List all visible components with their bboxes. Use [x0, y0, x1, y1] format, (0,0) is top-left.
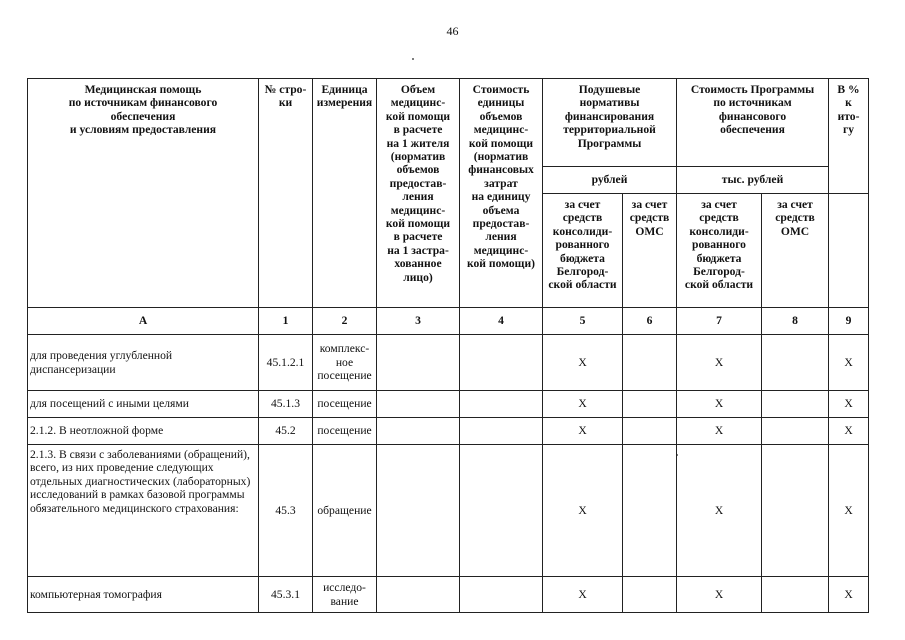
cell-col-3	[377, 445, 460, 577]
col-number: 9	[829, 308, 869, 335]
table-row	[28, 391, 869, 418]
cell-col-9: Х	[829, 418, 869, 445]
header-text-line: средств	[629, 211, 670, 225]
unit-thousand-rubles: тыс. рублей	[677, 167, 829, 194]
header-text-line: обеспечения	[110, 109, 176, 123]
header-text-line: кой помощи	[385, 109, 451, 123]
cell-col-5: Х	[543, 391, 623, 418]
header-text-line: ления	[402, 190, 434, 204]
cell-col-8	[762, 445, 829, 577]
header-text-line: финансовых	[468, 163, 534, 177]
header-text-line: В %	[837, 83, 860, 96]
data-table	[27, 78, 869, 613]
row-label: для посещений с иными целями	[28, 391, 259, 418]
header-text-line: медицинс-	[390, 203, 446, 217]
page-number: 46	[446, 24, 459, 38]
cell-col-6	[623, 577, 677, 613]
table-row	[28, 577, 869, 613]
cell-col-6	[623, 418, 677, 445]
header-text-line: (норматив	[473, 150, 529, 164]
header-text-line: Единица	[321, 83, 368, 96]
header-text-line: Объем	[400, 83, 436, 96]
header-text-line: и условиям предоставления	[69, 123, 217, 137]
cell-col-3	[377, 335, 460, 391]
header-text-line: за счет	[777, 198, 813, 211]
col-number: 2	[313, 308, 377, 335]
cell-col-8	[762, 577, 829, 613]
cell-col-8	[762, 335, 829, 391]
header-text-line: ской области	[684, 278, 754, 292]
header-text-line: средств	[699, 211, 739, 225]
unit-rubles: рублей	[543, 167, 677, 194]
header-text-line: финансирования	[564, 109, 655, 123]
header-text-line: обеспечения	[720, 123, 785, 137]
header-col-9-blank	[829, 194, 869, 308]
cell-col-9: Х	[829, 445, 869, 577]
row-unit: обращение	[313, 445, 377, 577]
header-text-line: рованного	[555, 238, 610, 252]
header-text-line: консолиди-	[689, 224, 749, 238]
cell-col-6	[623, 335, 677, 391]
header-col-2	[313, 79, 377, 308]
header-col-7	[677, 194, 762, 308]
row-label: для проведения углубленной диспансеризации	[28, 335, 259, 391]
col-number: 5	[543, 308, 623, 335]
cell-col-3	[377, 391, 460, 418]
row-line-number: 45.2	[259, 418, 313, 445]
cell-col-8	[762, 391, 829, 418]
cell-col-7: Х	[677, 418, 762, 445]
header-col-3	[377, 79, 460, 308]
table-row	[28, 445, 869, 577]
header-text-line: медицинс-	[390, 96, 446, 110]
cell-col-7: Х	[677, 577, 762, 613]
col-number: 4	[460, 308, 543, 335]
header-text-line: территориальной	[563, 123, 656, 137]
header-col-7-8	[677, 79, 829, 167]
col-number: А	[28, 308, 259, 335]
header-text-line: ОМС	[635, 224, 664, 238]
header-text-line: Белгород-	[693, 265, 745, 279]
header-text-line: за счет	[701, 198, 737, 211]
header-text-line: Медицинская помощь	[84, 83, 202, 96]
header-text-line: Программы	[577, 136, 642, 150]
row-unit: исследо-вание	[313, 577, 377, 613]
col-number: 3	[377, 308, 460, 335]
cell-col-8	[762, 418, 829, 445]
header-text-line: ской области	[548, 278, 617, 292]
header-text-line: средств	[562, 211, 603, 225]
header-text-line: Подушевые	[578, 83, 641, 96]
scan-speck	[412, 58, 414, 60]
col-number: 6	[623, 308, 677, 335]
header-text-line: кой помощи	[468, 136, 534, 150]
cell-col-4	[460, 335, 543, 391]
row-unit: комплекс-ное посещение	[313, 335, 377, 391]
header-text-line: ки	[278, 96, 293, 110]
row-label: 2.1.2. В неотложной форме	[28, 418, 259, 445]
header-text-line: нормативы	[579, 96, 640, 110]
header-text-line: ито-	[837, 109, 860, 123]
header-text-line: в расчете	[393, 123, 443, 137]
header-text-line: объема	[482, 203, 520, 217]
header-text-line: на 1 жителя	[386, 136, 450, 150]
row-line-number: 45.3.1	[259, 577, 313, 613]
cell-col-4	[460, 391, 543, 418]
cell-col-4	[460, 577, 543, 613]
header-text-line: за счет	[631, 198, 668, 211]
header-col-5	[543, 194, 623, 308]
col-number: 8	[762, 308, 829, 335]
cell-col-7: Х	[677, 445, 762, 577]
cell-col-7: Х	[677, 335, 762, 391]
header-text-line: хованное	[394, 257, 442, 271]
header-text-line: единицы	[477, 96, 525, 110]
header-col-4	[460, 79, 543, 308]
row-unit: посещение	[313, 391, 377, 418]
header-text-line: по источникам финансового	[68, 96, 218, 110]
header-text-line: ОМС	[780, 224, 810, 238]
row-line-number: 45.1.2.1	[259, 335, 313, 391]
col-number: 7	[677, 308, 762, 335]
header-text-line: гу	[842, 123, 855, 137]
table-row	[28, 335, 869, 391]
header-text-line: № стро-	[264, 83, 307, 96]
header-text-line: объемов	[479, 109, 523, 123]
row-line-number: 45.1.3	[259, 391, 313, 418]
header-text-line: на единицу	[471, 190, 531, 204]
header-col-1	[259, 79, 313, 308]
row-line-number: 45.3	[259, 445, 313, 577]
cell-col-4	[460, 445, 543, 577]
header-text-line: объемов	[396, 163, 440, 177]
header-text-line: бюджета	[696, 251, 742, 265]
header-text-line: (норматив	[390, 150, 446, 164]
cell-col-5: Х	[543, 577, 623, 613]
cell-col-4	[460, 418, 543, 445]
header-text-line: лицо)	[403, 270, 433, 284]
header-text-line: финансового	[718, 109, 787, 123]
col-number: 1	[259, 308, 313, 335]
header-col-8	[762, 194, 829, 308]
header-text-line: предостав-	[389, 176, 447, 190]
cell-col-7: Х	[677, 391, 762, 418]
header-col-5-6	[543, 79, 677, 167]
cell-col-5: Х	[543, 445, 623, 577]
header-text-line: медицинс-	[473, 243, 529, 257]
cell-col-9: Х	[829, 391, 869, 418]
header-text-line: к	[845, 96, 852, 110]
header-text-line: бюджета	[560, 251, 605, 265]
cell-col-3	[377, 577, 460, 613]
header-text-line: Стоимость	[472, 83, 530, 96]
header-col-6	[623, 194, 677, 308]
header-text-line: за счет	[564, 198, 601, 211]
header-text-line: кой помощи	[385, 217, 451, 231]
table-row	[28, 418, 869, 445]
header-text-line: на 1 застра-	[387, 243, 449, 257]
header-text-line: Белгород-	[556, 265, 609, 279]
header-col-9	[829, 79, 869, 194]
cell-col-9: Х	[829, 577, 869, 613]
header-col-a	[28, 79, 259, 308]
header-text-line: ления	[485, 230, 517, 244]
header-text-line: кой помощи)	[466, 257, 536, 271]
header-text-line: измерения	[316, 96, 373, 110]
cell-col-6	[623, 445, 677, 577]
header-text-line: медицинс-	[473, 123, 529, 137]
header-text-line: рованного	[692, 238, 746, 252]
header-text-line: затрат	[484, 176, 518, 190]
row-unit: посещение	[313, 418, 377, 445]
cell-col-5: Х	[543, 418, 623, 445]
header-text-line: средств	[775, 211, 815, 225]
row-label: 2.1.3. В связи с заболеваниями (обращений), всего, из них проведение следующих отдельных диагностических (лабораторных) исследований в рамках базовой программы обязательного медицинского страхования:	[28, 445, 259, 577]
cell-col-5: Х	[543, 335, 623, 391]
header-text-line: предостав-	[472, 217, 530, 231]
header-text-line: Стоимость Программы	[690, 83, 815, 96]
cell-col-6	[623, 391, 677, 418]
header-text-line: консолиди-	[552, 224, 613, 238]
header-text-line: в расчете	[393, 230, 443, 244]
row-label: компьютерная томография	[28, 577, 259, 613]
cell-col-9: Х	[829, 335, 869, 391]
cell-col-3	[377, 418, 460, 445]
header-text-line: по источникам	[713, 96, 792, 110]
